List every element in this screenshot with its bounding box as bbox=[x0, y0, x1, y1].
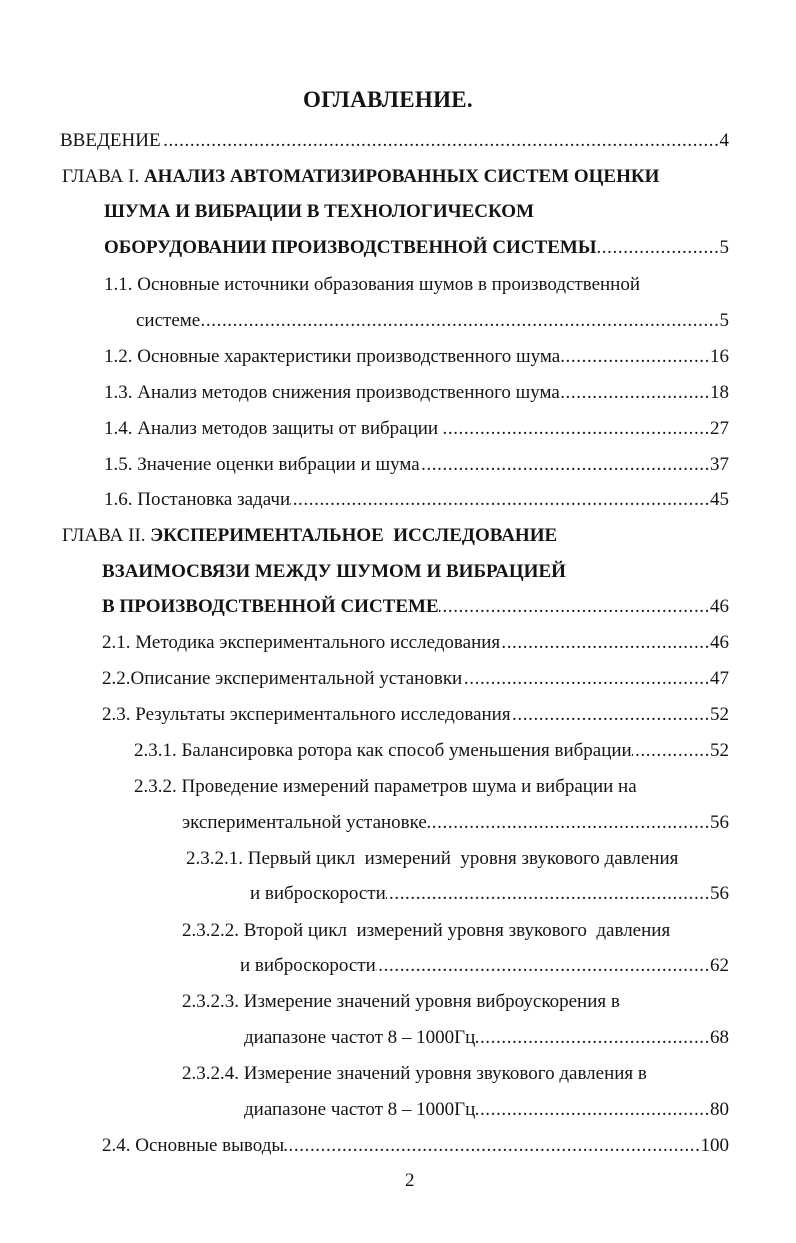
entry-label: диапазоне частот 8 – 1000Гц bbox=[244, 1027, 476, 1048]
toc-entry-2-3-2-4-line-2 bbox=[244, 1098, 729, 1122]
dot-leader bbox=[290, 488, 710, 512]
chapter-2-heading-line-3 bbox=[102, 595, 729, 619]
toc-title: ОГЛАВЛЕНИЕ. bbox=[303, 87, 473, 112]
entry-label: 2.3. Результаты экспериментального исследования bbox=[102, 704, 511, 725]
chapter-1-title: АНАЛИЗ АВТОМАТИЗИРОВАННЫХ СИСТЕМ ОЦЕНКИ bbox=[143, 166, 660, 187]
dot-leader bbox=[500, 631, 710, 655]
chapter-2-heading-line-1 bbox=[62, 524, 557, 548]
dot-leader bbox=[420, 453, 710, 477]
entry-page-number: 46 bbox=[710, 596, 729, 617]
dot-leader bbox=[376, 954, 710, 978]
dot-leader bbox=[386, 882, 710, 906]
entry-label: экспериментальной установке bbox=[182, 812, 427, 833]
toc-entry-2-3-2-line-2 bbox=[182, 811, 729, 835]
entry-page-number: 52 bbox=[710, 740, 729, 761]
toc-entry-2-3-2-2-line-1: 2.3.2.2. Второй цикл измерений уровня звукового давления bbox=[182, 920, 671, 941]
chapter-2-heading-line-2: ВЗАИМОСВЯЗИ МЕЖДУ ШУМОМ И ВИБРАЦИЕЙ bbox=[102, 561, 566, 582]
chapter-1-heading-line-3 bbox=[104, 236, 729, 260]
toc-entry-2-3 bbox=[102, 703, 729, 727]
entry-label: 2.1. Методика экспериментального исследования bbox=[102, 632, 501, 653]
entry-label: 1.3. Анализ методов снижения производственного шума bbox=[104, 382, 560, 403]
toc-entry-2-3-2-1-line-1: 2.3.2.1. Первый цикл измерений уровня звукового давления bbox=[186, 848, 679, 869]
toc-entry-2-1 bbox=[102, 631, 729, 655]
entry-page-number: 18 bbox=[710, 382, 729, 403]
dot-leader bbox=[475, 1026, 710, 1050]
chapter-2-title: ЭКСПЕРИМЕНТАЛЬНОЕ ИССЛЕДОВАНИЕ bbox=[150, 525, 558, 546]
entry-label: В ПРОИЗВОДСТВЕННОЙ СИСТЕМЕ bbox=[102, 596, 439, 617]
entry-label: ОБОРУДОВАНИИ ПРОИЗВОДСТВЕННОЙ СИСТЕМЫ bbox=[104, 237, 597, 258]
dot-leader bbox=[427, 811, 710, 835]
chapter-1-heading-line-2: ШУМА И ВИБРАЦИИ В ТЕХНОЛОГИЧЕСКОМ bbox=[104, 201, 534, 222]
chapter-2-prefix: ГЛАВА II. bbox=[62, 525, 146, 546]
entry-label: ВВЕДЕНИЕ bbox=[60, 130, 161, 151]
chapter-1-prefix: ГЛАВА I. bbox=[62, 166, 140, 187]
toc-entry-1-1-line-2 bbox=[136, 309, 729, 333]
page-number-footer: 2 bbox=[405, 1170, 415, 1191]
toc-entry-2-3-1 bbox=[134, 739, 729, 763]
toc-entry-2-3-2-3-line-1: 2.3.2.3. Измерение значений уровня виброускорения в bbox=[182, 991, 620, 1012]
entry-label: диапазоне частот 8 – 1000Гц bbox=[244, 1099, 476, 1120]
toc-entry-2-3-2-3-line-2 bbox=[244, 1026, 729, 1050]
entry-page-number: 100 bbox=[700, 1135, 729, 1156]
toc-entry-2-3-2-line-1: 2.3.2. Проведение измерений параметров шума и вибрации на bbox=[134, 776, 637, 797]
entry-page-number: 68 bbox=[710, 1027, 729, 1048]
entry-page-number: 52 bbox=[710, 704, 729, 725]
entry-label: 1.4. Анализ методов защиты от вибрации bbox=[104, 418, 439, 439]
entry-page-number: 45 bbox=[710, 489, 729, 510]
dot-leader bbox=[161, 129, 720, 153]
dot-leader bbox=[200, 309, 719, 333]
toc-entry-1-4 bbox=[104, 417, 729, 441]
entry-page-number: 16 bbox=[710, 346, 729, 367]
entry-label: и виброскорости bbox=[250, 883, 386, 904]
dot-leader bbox=[632, 739, 710, 763]
entry-page-number: 62 bbox=[710, 955, 729, 976]
dot-leader bbox=[596, 236, 719, 260]
dot-leader bbox=[443, 417, 710, 441]
toc-entry-1-1-line-1: 1.1. Основные источники образования шумов в производственной bbox=[104, 274, 641, 295]
toc-entry-2-2 bbox=[102, 667, 729, 691]
entry-page-number: 47 bbox=[710, 668, 729, 689]
entry-page-number: 56 bbox=[710, 812, 729, 833]
toc-entry-1-3 bbox=[104, 381, 729, 405]
entry-label: 1.2. Основные характеристики производственного шума bbox=[104, 346, 561, 367]
toc-entry-1-2 bbox=[104, 345, 729, 369]
dot-leader bbox=[462, 667, 710, 691]
dot-leader bbox=[560, 345, 710, 369]
entry-page-number: 56 bbox=[710, 883, 729, 904]
entry-label: 2.4. Основные выводы bbox=[102, 1135, 285, 1156]
toc-entry-2-3-2-4-line-1: 2.3.2.4. Измерение значений уровня звукового давления в bbox=[182, 1063, 647, 1084]
entry-label: 1.6. Постановка задачи bbox=[104, 489, 291, 510]
entry-page-number: 5 bbox=[719, 237, 729, 258]
entry-page-number: 5 bbox=[719, 310, 729, 331]
entry-page-number: 46 bbox=[710, 632, 729, 653]
entry-page-number: 37 bbox=[710, 454, 729, 475]
entry-page-number: 27 bbox=[710, 418, 729, 439]
dot-leader bbox=[511, 703, 710, 727]
toc-entry-1-5 bbox=[104, 453, 729, 477]
dot-leader bbox=[439, 595, 710, 619]
entry-page-number: 4 bbox=[719, 130, 729, 151]
entry-label: системе bbox=[136, 310, 201, 331]
toc-entry-2-3-2-1-line-2 bbox=[250, 882, 729, 906]
dot-leader bbox=[560, 381, 710, 405]
entry-label: 2.3.1. Балансировка ротора как способ уменьшения вибрации bbox=[134, 740, 632, 761]
entry-label: 1.5. Значение оценки вибрации и шума bbox=[104, 454, 420, 475]
toc-entry-1-6 bbox=[104, 488, 729, 512]
chapter-1-heading-line-1 bbox=[62, 165, 659, 189]
entry-label: 2.2.Описание экспериментальной установки bbox=[102, 668, 463, 689]
dot-leader bbox=[475, 1098, 710, 1122]
toc-entry-2-3-2-2-line-2 bbox=[240, 954, 729, 978]
toc-entry-2-4 bbox=[102, 1134, 729, 1158]
entry-label: и виброскорости bbox=[240, 955, 376, 976]
dot-leader bbox=[284, 1134, 700, 1158]
toc-entry-intro bbox=[60, 129, 729, 153]
entry-page-number: 80 bbox=[710, 1099, 729, 1120]
